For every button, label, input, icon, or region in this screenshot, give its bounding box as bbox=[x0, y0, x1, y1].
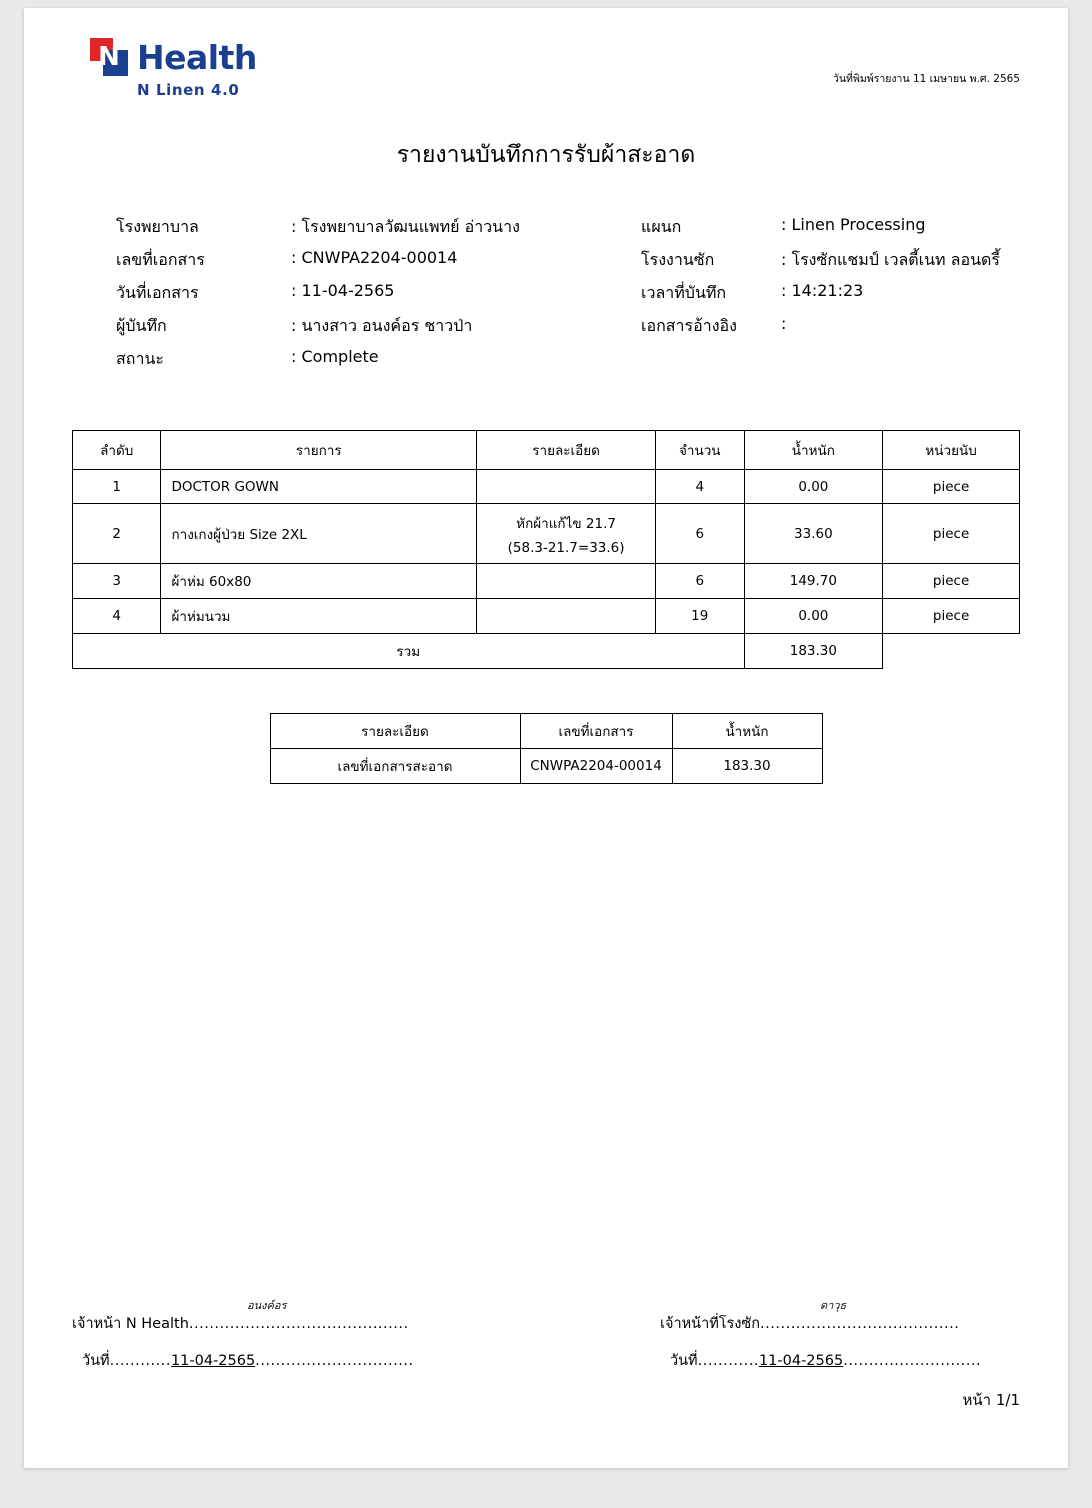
meta-label-laundry-plant: โรงงานซัก bbox=[641, 250, 715, 269]
logo-subtitle: N Linen 4.0 bbox=[137, 81, 240, 99]
table-total-row bbox=[73, 634, 1020, 669]
meta-label-recorder: ผู้บันทึก bbox=[116, 316, 167, 335]
meta-value-reference-doc: : bbox=[781, 314, 787, 333]
cell-detail bbox=[477, 470, 656, 504]
cell-unit: piece bbox=[883, 564, 1020, 599]
signature-label-left: เจ้าหน้า N Health........................................... bbox=[72, 1316, 409, 1332]
cell-weight: 0.00 bbox=[744, 470, 883, 504]
cell-item: กางเกงผู้ป่วย Size 2XL bbox=[161, 504, 477, 564]
signature-block-nhealth bbox=[72, 1299, 432, 1372]
signature-scribble-right: ดาวุธ bbox=[820, 1299, 847, 1312]
items-table bbox=[72, 430, 1020, 669]
summary-table bbox=[270, 713, 823, 784]
page-number: หน้า 1/1 bbox=[962, 1391, 1020, 1409]
cell-detail-line1: หักผ้าแก้ไข 21.7 bbox=[516, 515, 616, 532]
summary-cell-doc-no: CNWPA2204-00014 bbox=[520, 749, 672, 784]
document-page bbox=[24, 8, 1068, 1468]
cell-qty: 6 bbox=[656, 504, 744, 564]
brand-logo bbox=[72, 38, 257, 99]
signature-area bbox=[72, 1299, 1020, 1372]
meta-value-record-time: : 14:21:23 bbox=[781, 281, 864, 300]
cell-no: 4 bbox=[73, 599, 161, 634]
col-no: ลำดับ bbox=[73, 431, 161, 470]
cell-item: ผ้าห่ม 60x80 bbox=[161, 564, 477, 599]
col-qty: จำนวน bbox=[656, 431, 744, 470]
document-header bbox=[72, 38, 1020, 99]
signature-date-right: วันที่............11-04-2565........................... bbox=[670, 1353, 982, 1369]
summary-row bbox=[270, 749, 822, 784]
meta-label-empty bbox=[641, 347, 781, 372]
meta-label-reference-doc: เอกสารอ้างอิง bbox=[641, 316, 737, 335]
meta-value-doc-no: : CNWPA2204-00014 bbox=[291, 248, 458, 267]
cell-qty: 4 bbox=[656, 470, 744, 504]
n-health-logo-icon bbox=[90, 38, 128, 76]
cell-item: DOCTOR GOWN bbox=[161, 470, 477, 504]
total-blank bbox=[883, 634, 1020, 669]
table-row bbox=[73, 470, 1020, 504]
summary-cell-weight: 183.30 bbox=[672, 749, 822, 784]
meta-value-empty bbox=[781, 347, 1000, 372]
page-title: รายงานบันทึกการรับผ้าสะอาด bbox=[396, 142, 696, 168]
col-detail: รายละเอียด bbox=[477, 431, 656, 470]
summary-cell-detail: เลขที่เอกสารสะอาด bbox=[270, 749, 520, 784]
cell-unit: piece bbox=[883, 599, 1020, 634]
cell-no: 1 bbox=[73, 470, 161, 504]
col-unit: หน่วยนับ bbox=[883, 431, 1020, 470]
meta-label-doc-date: วันที่เอกสาร bbox=[116, 283, 199, 302]
meta-value-doc-date: : 11-04-2565 bbox=[291, 281, 395, 300]
meta-value-department: : Linen Processing bbox=[781, 215, 926, 234]
total-weight: 183.30 bbox=[744, 634, 883, 669]
cell-qty: 6 bbox=[656, 564, 744, 599]
col-item: รายการ bbox=[161, 431, 477, 470]
cell-weight: 149.70 bbox=[744, 564, 883, 599]
signature-block-laundry bbox=[608, 1299, 1020, 1372]
logo-letter: N bbox=[98, 42, 120, 72]
items-table-header-row bbox=[73, 431, 1020, 470]
signature-label-right: เจ้าหน้าที่โรงซัก....................................... bbox=[660, 1316, 960, 1332]
meta-value-hospital: : โรงพยาบาลวัฒนแพทย์ อ่าวนาง bbox=[291, 217, 520, 236]
signature-date-left: วันที่............11-04-2565............................... bbox=[82, 1353, 414, 1369]
cell-detail bbox=[477, 599, 656, 634]
signature-scribble-left: อนงค์อร bbox=[247, 1299, 287, 1312]
document-meta bbox=[72, 215, 1020, 372]
meta-label-doc-no: เลขที่เอกสาร bbox=[116, 250, 205, 269]
cell-item: ผ้าห่มนวม bbox=[161, 599, 477, 634]
cell-detail bbox=[477, 564, 656, 599]
summary-header-row bbox=[270, 714, 822, 749]
logo-wordmark: Health bbox=[137, 37, 257, 77]
cell-unit: piece bbox=[883, 504, 1020, 564]
cell-weight: 0.00 bbox=[744, 599, 883, 634]
meta-value-recorder: : นางสาว อนงค์อร ชาวป่า bbox=[291, 316, 473, 335]
meta-value-status: : Complete bbox=[291, 347, 379, 366]
table-row bbox=[73, 504, 1020, 564]
meta-label-department: แผนก bbox=[641, 217, 682, 236]
total-label: รวม bbox=[73, 634, 745, 669]
cell-detail bbox=[477, 504, 656, 564]
col-weight: น้ำหนัก bbox=[744, 431, 883, 470]
meta-label-record-time: เวลาที่บันทึก bbox=[641, 283, 727, 302]
cell-detail-line2: (58.3-21.7=33.6) bbox=[507, 539, 625, 556]
cell-qty: 19 bbox=[656, 599, 744, 634]
meta-label-hospital: โรงพยาบาล bbox=[116, 217, 199, 236]
cell-unit: piece bbox=[883, 470, 1020, 504]
table-row bbox=[73, 599, 1020, 634]
meta-value-laundry-plant: : โรงซักแชมป์ เวลตี้เนท ลอนดรี้ bbox=[781, 250, 1001, 269]
table-row bbox=[73, 564, 1020, 599]
print-date: วันที่พิมพ์รายงาน 11 เมษายน พ.ศ. 2565 bbox=[832, 73, 1020, 85]
summary-col-doc-no: เลขที่เอกสาร bbox=[520, 714, 672, 749]
meta-label-status: สถานะ bbox=[116, 349, 164, 368]
cell-no: 2 bbox=[73, 504, 161, 564]
cell-weight: 33.60 bbox=[744, 504, 883, 564]
summary-col-weight: น้ำหนัก bbox=[672, 714, 822, 749]
summary-col-detail: รายละเอียด bbox=[270, 714, 520, 749]
cell-no: 3 bbox=[73, 564, 161, 599]
